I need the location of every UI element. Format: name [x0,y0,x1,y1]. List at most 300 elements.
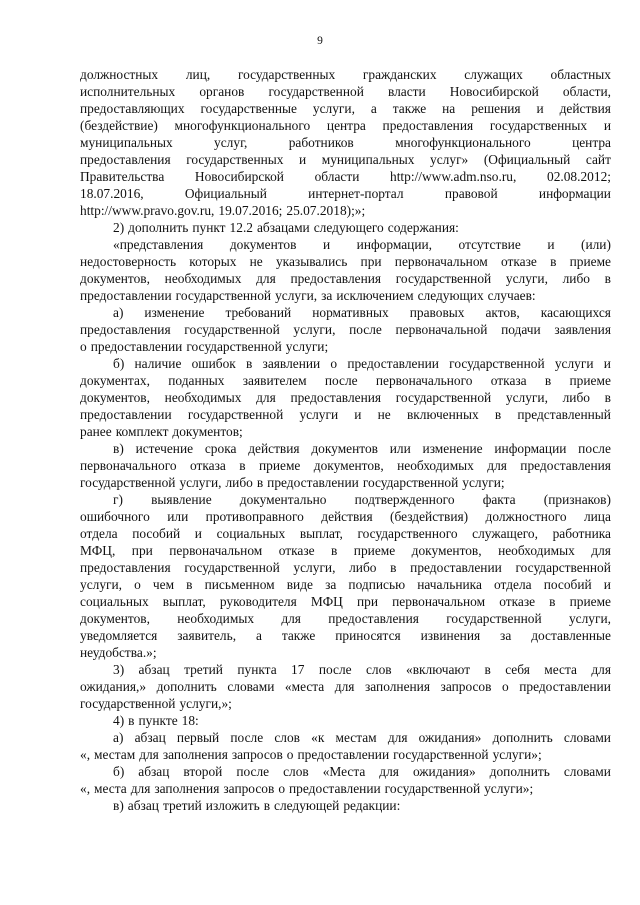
word: истечение [135,441,194,456]
word: пункте [138,713,178,728]
word: в [246,356,253,371]
word: местам [335,730,377,745]
word: документов, [80,611,150,626]
word: 4) [113,713,125,728]
word: дополнить [492,730,553,745]
word: 02.08.2012; [547,169,611,184]
word: за [500,628,512,643]
word: и [194,526,202,541]
word: в [604,390,611,405]
word: пособий [543,577,592,592]
word: приеме [258,458,301,473]
word: государственные [200,101,297,116]
word: документально [239,492,327,507]
word: (признаков) [543,492,611,507]
text-line [80,559,611,576]
word: запросов [231,747,283,762]
word: государственной [395,390,492,405]
word: актов, [485,305,520,320]
word: заявления [554,322,611,337]
word: услуги, [505,271,548,286]
word: подачи [501,322,541,337]
text-line [80,338,611,355]
word: государственной [175,288,272,303]
word: третий [162,798,202,813]
word: необходимых [397,458,474,473]
word: заявлении [262,356,321,371]
word: информации [538,186,611,201]
word: 18.07.2016, [80,186,144,201]
word: «места [284,679,325,694]
word: либо [562,271,590,286]
word: муниципальных [321,152,415,167]
word: абзац [138,662,170,677]
word: или [389,441,411,456]
word: противоправного [205,509,304,524]
word: после [230,730,264,745]
text-line [80,695,611,712]
word: 3) [113,662,125,677]
page-number: 9 [317,35,323,47]
word: для [591,543,611,558]
word: предоставления [80,152,171,167]
word: и [603,356,611,371]
word: информации [494,441,567,456]
word: социальных [216,526,286,541]
word: услуги, [568,611,611,626]
word: МФЦ [310,594,343,609]
word: государственных [186,152,284,167]
text-line [80,372,611,389]
word: дополнить [489,764,550,779]
text-line [80,321,611,338]
word: о [502,679,509,694]
word: должностных [80,67,159,82]
word: первоначального [375,373,473,388]
text-line [80,627,611,644]
word: после [578,441,611,456]
word: запросов [440,679,492,694]
word: государственной [186,339,282,354]
word: включенных [406,407,479,422]
word: (Официальный [483,152,571,167]
word: для [139,747,159,762]
word: предоставлении [347,356,439,371]
word: государственной [184,322,280,337]
word: абзац [127,798,159,813]
word: необходимых [498,543,575,558]
word: государственных [237,67,336,82]
word: в [331,543,338,558]
word: власти [387,84,426,99]
word: руководителя [219,594,297,609]
word: словами [227,679,275,694]
word: для [256,390,276,405]
word: услуги [299,407,339,422]
word: для [256,271,276,286]
word: отказе [278,543,315,558]
word: первоначальном [169,543,263,558]
word: в [604,271,611,286]
word: либо [349,560,377,575]
word: требований [225,305,292,320]
word: государственного [357,526,458,541]
word: в [263,798,271,813]
word: и [299,152,307,167]
text-line [80,151,611,168]
word: о [330,356,338,371]
word: выплат, [162,594,206,609]
word: необходимых [177,611,255,626]
word: и [322,237,331,252]
word: служащих [464,67,523,82]
word: областных [550,67,611,82]
word: словами [563,764,611,779]
word: (бездействия) [390,509,469,524]
text-line [80,576,611,593]
word: предоставления [290,271,382,286]
word: предоставлении [80,407,172,422]
word: не [249,254,263,269]
word: 12.2 [229,220,253,235]
word: документов [311,441,378,456]
word: срока [204,441,237,456]
word: пункт [192,220,226,235]
word: чем [152,577,175,592]
word: и [354,407,362,422]
text-line [80,797,611,814]
text-line [80,304,611,321]
word: государственной [446,611,542,626]
text-line [80,270,611,287]
word: действия [321,509,373,524]
word: в [390,560,397,575]
word: исключением [336,288,414,303]
word: письменном [204,577,275,592]
word: абзацами [256,220,310,235]
word: необходимых [164,390,242,405]
word: абзац [138,764,170,779]
word: работников [288,135,354,150]
text-line [80,491,611,508]
word: предоставлении [80,288,172,303]
word: а) [113,730,124,745]
word: услуги, [293,322,336,337]
word: гражданских [362,67,437,82]
word: предоставлении [267,475,359,490]
word: услуги, [179,475,222,490]
word: на [442,101,456,116]
word: отказа [190,458,226,473]
word: выплат, [299,526,343,541]
word: также [281,628,316,643]
word: приеме [569,594,611,609]
text-line [80,134,611,151]
word: в [128,713,135,728]
word: и [547,237,555,252]
word: услуги, [293,560,336,575]
word: факта [482,492,516,507]
word: «включают [406,662,471,677]
word: правовой [444,186,498,201]
word: в [494,407,502,422]
word: в [186,577,193,592]
word: услуги»; [484,781,534,796]
word: первоначальном [394,254,488,269]
word: г) [113,492,123,507]
text-line [80,168,611,185]
word: МФЦ, [80,543,116,558]
word: информации, [356,237,433,252]
word: после [318,662,352,677]
word: пособий [132,526,181,541]
word: приеме [569,254,611,269]
word: первоначальной [395,322,488,337]
word: доставленные [531,628,611,643]
word: ошибок [191,356,236,371]
text-line [80,83,611,100]
word: извинения [420,628,481,643]
word: государственной [187,407,284,422]
word: подтвержденного [354,492,455,507]
word: о [80,339,87,354]
word: предоставления [80,322,171,337]
text-line [80,236,611,253]
word: не [377,407,391,422]
text-line [80,406,611,423]
word: в [484,662,491,677]
word: а [370,101,377,116]
word: предоставления [80,560,171,575]
word: в [544,373,552,388]
word: третий [184,662,223,677]
text-line [80,542,611,559]
word: б) [113,764,125,779]
word: слов [365,662,392,677]
word: подписью [348,577,406,592]
word: б) [113,356,125,371]
word: либо [562,390,590,405]
word: при [360,254,382,269]
text-line [80,253,611,270]
word: после [324,373,358,388]
word: отсутствие [458,237,521,252]
word: о [134,577,141,592]
word: за [321,288,333,303]
word: комплект [115,424,169,439]
word: «, [80,781,91,796]
text-line [80,423,611,440]
word: также [392,101,427,116]
word: действия [248,441,300,456]
word: изменение [144,305,205,320]
text-line [80,185,611,202]
word: в [256,475,264,490]
word: государственных [489,118,588,133]
word: ошибочного [80,509,150,524]
word: следующей [274,798,340,813]
word: заполнения [364,679,431,694]
word: дополнить [156,679,217,694]
word: первоначального [80,458,177,473]
word: себя [505,662,530,677]
word: необходимых [164,271,242,286]
word: документов [229,237,297,252]
word: и [603,118,611,133]
word: и [536,101,544,116]
word: запросов [223,781,275,796]
word: (или) [581,237,611,252]
word: случаев: [487,288,536,303]
word: предоставления [382,118,474,133]
word: государственной [362,475,459,490]
word: в [549,594,556,609]
word: отказе [499,594,536,609]
word: правовых [409,305,465,320]
word: государственной [395,271,492,286]
word: представленный [517,407,611,422]
word: абзац [134,730,166,745]
word: государственной [393,747,489,762]
word: при [131,543,153,558]
word: предоставлении [519,679,611,694]
word: многофункционального [395,135,531,150]
word: исполнительных [80,84,176,99]
text-line [80,644,611,661]
word: предоставления [290,390,382,405]
word: выявление [151,492,212,507]
word: «к [311,730,325,745]
word: сайт [585,152,611,167]
word: касающихся [540,305,611,320]
text-line [80,678,611,695]
word: предоставлении [410,560,502,575]
word: заполнения [162,747,228,762]
word: места [94,781,127,796]
word: местам [94,747,136,762]
word: редакции: [343,798,401,813]
word: в [239,458,246,473]
word: области [314,169,360,184]
word: ожидания» [412,764,476,779]
word: отказа [490,373,527,388]
word: недостоверность [80,254,177,269]
word: слов [274,730,300,745]
word: слов [283,764,309,779]
word: содержания: [387,220,459,235]
word: приносятся [335,628,401,643]
word: услуги; [285,339,329,354]
text-line [80,661,611,678]
word: заполнения [154,781,220,796]
word: виде [286,577,313,592]
text-line [80,712,611,729]
word: второй [183,764,223,779]
word: услуги, [312,101,355,116]
word: дополнить [128,220,189,235]
word: о [286,747,294,762]
word: ожидания» [418,730,482,745]
word: заявитель, [177,628,237,643]
word: или [167,509,189,524]
word: 25.07.2018);»; [286,203,366,218]
word: 17 [291,662,305,677]
word: многофункционального [174,118,311,133]
word: нормативных [312,305,389,320]
word: в [550,254,557,269]
word: предоставлении [297,747,390,762]
word: документов; [172,424,243,439]
word: первый [176,730,220,745]
word: для [130,781,151,796]
word: изменение [422,441,483,456]
word: пункта [237,662,277,677]
word: 18: [181,713,199,728]
word: Новосибирской [449,84,539,99]
word: http://www.adm.nso.ru, [390,169,517,184]
word: государственной [384,781,481,796]
word: в) [113,441,124,456]
word: и [603,577,611,592]
word: уведомляется [80,628,158,643]
word: документов, [313,458,384,473]
word: муниципальных [80,135,173,150]
word: Правительства [80,169,165,184]
word: государственной [449,356,545,371]
word: государственной [80,696,176,711]
word: должностного [485,509,567,524]
text-line [80,287,611,304]
word: предоставлении [289,781,381,796]
word: услуги,»; [179,696,232,711]
word: приеме [353,543,396,558]
word: услуги, [80,577,123,592]
text-line [80,389,611,406]
word: для [379,764,399,779]
text-line [80,440,611,457]
word: государственной [80,475,176,490]
word: предоставления [328,611,419,626]
text-line [80,202,611,219]
word: Новосибирской [194,169,284,184]
word: наличие [134,356,182,371]
word: неудобства.»; [80,645,157,660]
word: действия [559,101,611,116]
text-line [80,780,611,797]
word: документов, [80,271,150,286]
word: следующих [417,288,484,303]
word: которых [189,254,237,269]
word: для [387,730,408,745]
word: услуги, [505,390,548,405]
word: услуги [554,356,594,371]
word: http://www.pravo.gov.ru, [80,203,215,218]
word: услуги, [275,288,318,303]
text-line [80,763,611,780]
word: отказе [500,254,537,269]
word: для [591,662,611,677]
word: для [281,611,301,626]
word: 2) [113,220,125,235]
word: «представления [113,237,204,252]
word: изложить [205,798,260,813]
word: поданных [168,373,225,388]
text-line [80,508,611,525]
word: «Места [322,764,366,779]
word: предоставляющих [80,101,185,116]
word: лица [583,509,611,524]
text-line [80,746,611,763]
